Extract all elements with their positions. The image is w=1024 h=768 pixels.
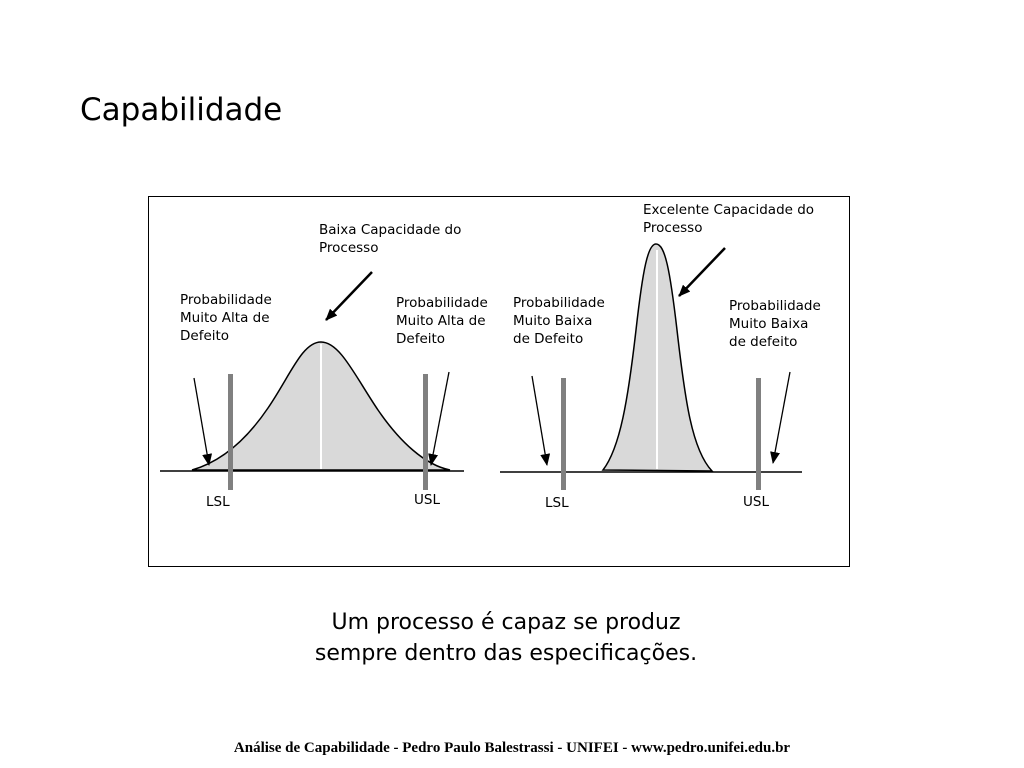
slide-title: Capabilidade: [80, 92, 283, 128]
right-panel-peak-label: Excelente Capacidade do Processo: [643, 202, 815, 236]
figure-frame: [148, 196, 850, 567]
slide-footer: Análise de Capabilidade - Pedro Paulo Balestrassi - UNIFEI - www.pedro.unifei.edu.br: [233, 740, 791, 756]
right-panel-right-tail-label: Probabilidade Muito Baixa de defeito: [729, 298, 821, 350]
left-panel-right-tail-label: Probabilidade Muito Alta de Defeito: [396, 295, 488, 347]
left-panel-peak-label: Baixa Capacidade do Processo: [319, 222, 462, 256]
slide-caption: Um processo é capaz se produz sempre dentro das especificações.: [314, 610, 698, 666]
right-panel-left-tail-label: Probabilidade Muito Baixa de Defeito: [513, 295, 605, 347]
left-panel-left-tail-label: Probabilidade Muito Alta de Defeito: [180, 292, 272, 344]
left-panel-usl-label: USL: [414, 492, 440, 508]
right-panel-usl-label: USL: [743, 494, 769, 510]
right-panel-lsl-label: LSL: [545, 495, 569, 511]
left-panel-lsl-label: LSL: [206, 494, 230, 510]
